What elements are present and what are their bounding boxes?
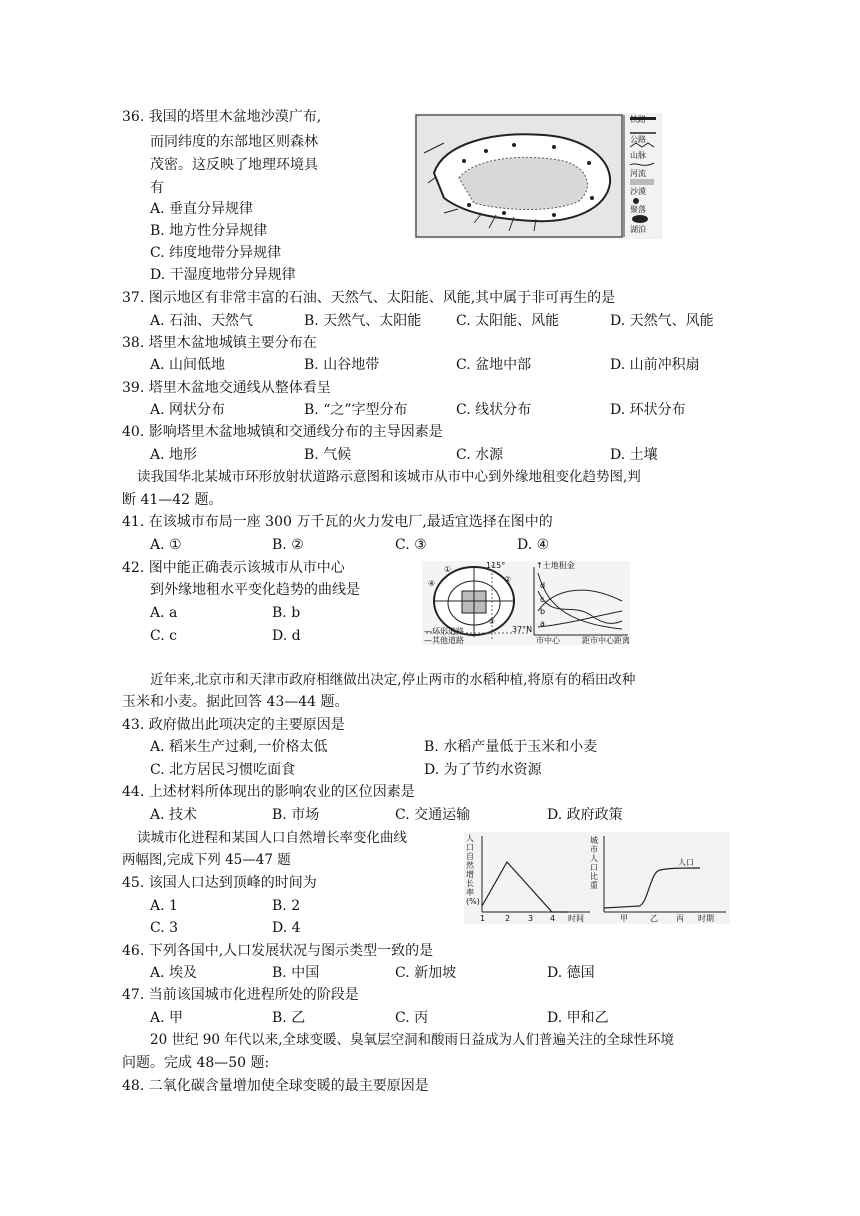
q45-option-b: B. 2 <box>272 898 301 914</box>
q36-stem-line-4: 有 <box>150 180 164 196</box>
q36-option-d: D. 干湿度地带分异规律 <box>150 267 296 283</box>
q37-option-b: B. 天然气、太阳能 <box>304 313 422 329</box>
q47-option-d: D. 甲和乙 <box>547 1010 609 1026</box>
intro-43-line-1: 近年来,北京市和天津市政府相继做出决定,停止两市的水稻种植,将原有的稻田改种 <box>150 672 636 688</box>
rent-x-label-distance: 距市中心距离 <box>582 636 630 645</box>
city-road-and-rent-figure <box>422 561 630 645</box>
q43-option-d: D. 为了节约水资源 <box>424 762 542 778</box>
q39-stem: 39. 塔里木盆地交通线从整体看呈 <box>122 380 331 396</box>
intro-45-line-1: 读城市化进程和某国人口自然增长率变化曲线 <box>137 830 407 846</box>
q40-option-d: D. 土壤 <box>610 447 658 463</box>
ring-road-legend: —环形道路 <box>424 627 464 636</box>
q39-option-b: B. “之”字型分布 <box>304 402 408 418</box>
q41-option-b: B. ② <box>272 537 304 553</box>
q41-option-a: A. ① <box>150 537 182 553</box>
q42-option-d: D. d <box>272 628 301 644</box>
q47-stem: 47. 当前该国城市化进程所处的阶段是 <box>122 987 359 1003</box>
q46-option-d: D. 德国 <box>547 965 595 981</box>
q44-stem: 44. 上述材料所体现出的影响农业的区位因素是 <box>122 784 415 800</box>
q45-option-a: A. 1 <box>150 898 178 914</box>
map-legend-mountain: 山脉 <box>630 151 646 160</box>
urban-axis-period: 时期 <box>698 914 714 923</box>
curve-label-a: a <box>540 619 545 628</box>
site-marker-4: ④ <box>428 579 436 588</box>
q44-option-c: C. 交通运输 <box>395 807 471 823</box>
q43-option-b: B. 水稻产量低于玉米和小麦 <box>424 739 598 755</box>
growth-tick-1: 1 <box>480 914 486 923</box>
q44-option-b: B. 市场 <box>272 807 320 823</box>
urban-share-axis-label: 城市人口比重 <box>590 836 598 890</box>
q40-option-a: A. 地形 <box>150 447 198 463</box>
q47-option-b: B. 乙 <box>272 1010 306 1026</box>
intro-45-line-2: 两幅图,完成下列 45—47 题 <box>122 852 291 868</box>
q47-option-c: C. 丙 <box>395 1010 429 1026</box>
map-legend-river: 河流 <box>630 169 646 178</box>
q41-option-c: C. ③ <box>395 537 427 553</box>
curve-label-d: d <box>540 581 546 590</box>
q46-option-b: B. 中国 <box>272 965 320 981</box>
q42-option-b: B. b <box>272 605 301 621</box>
q38-option-b: B. 山谷地带 <box>304 357 380 373</box>
q41-stem: 41. 在该城市布局一座 300 万千瓦的火力发电厂,最适宜选择在图中的 <box>122 514 553 530</box>
q38-option-c: C. 盆地中部 <box>456 357 532 373</box>
q42-option-c: C. c <box>150 628 177 644</box>
q39-option-c: C. 线状分布 <box>456 402 532 418</box>
q38-option-d: D. 山前冲积扇 <box>610 357 700 373</box>
map-legend-desert: 沙漠 <box>630 187 646 196</box>
q45-option-d: D. 4 <box>272 920 301 936</box>
q36-stem-line-3: 茂密。这反映了地理环境具 <box>150 157 318 173</box>
q41-option-d: D. ④ <box>517 537 550 553</box>
site-marker-2: ② <box>504 575 512 584</box>
q40-option-b: B. 气候 <box>304 447 352 463</box>
intro-48-line-2: 问题。完成 48—50 题: <box>122 1055 270 1071</box>
q46-stem: 46. 下列各国中,人口发展状况与图示类型一致的是 <box>122 943 434 959</box>
q37-option-d: D. 天然气、风能 <box>610 313 714 329</box>
q45-stem: 45. 该国人口达到顶峰的时间为 <box>122 875 317 891</box>
q40-option-c: C. 水源 <box>456 447 504 463</box>
q36-option-c: C. 纬度地带分异规律 <box>150 245 282 261</box>
q36-option-a: A. 垂直分异规律 <box>150 201 254 217</box>
growth-tick-3: 3 <box>528 914 534 923</box>
q44-option-a: A. 技术 <box>150 807 198 823</box>
q43-option-a: A. 稻米生产过剩,一价格太低 <box>150 739 328 755</box>
growth-axis-time: 时间 <box>568 914 584 923</box>
population-urbanization-figure <box>464 832 730 924</box>
other-road-legend: —其他道路 <box>424 636 464 645</box>
q37-option-a: A. 石油、天然气 <box>150 313 254 329</box>
q43-option-c: C. 北方居民习惯吃面食 <box>150 762 296 778</box>
q47-option-a: A. 甲 <box>150 1010 184 1026</box>
map-legend-railway: 铁路 <box>630 115 646 124</box>
q39-option-d: D. 环状分布 <box>610 402 686 418</box>
map-latitude-label: 37°N <box>512 625 533 634</box>
q44-option-d: D. 政府政策 <box>547 807 623 823</box>
intro-41-line-1: 读我国华北某城市环形放射状道路示意图和该城市从市中心到外缘地租变化趋势图,判 <box>137 469 641 485</box>
growth-rate-axis-label: 人口自然增长率(%) <box>466 834 480 906</box>
map-legend-lake: 湖泊 <box>630 225 646 234</box>
intro-43-line-2: 玉米和小麦。据此回答 43—44 题。 <box>122 694 349 710</box>
rent-axis-label: ↑土地租金 <box>536 561 575 570</box>
q42-option-a: A. a <box>150 605 178 621</box>
map-legend-settlement: 聚落 <box>630 205 646 214</box>
q48-stem: 48. 二氧化碳含量增加使全球变暖的最主要原因是 <box>122 1078 429 1094</box>
tarim-basin-map <box>414 113 662 239</box>
q40-stem: 40. 影响塔里木盆地城镇和交通线分布的主导因素是 <box>122 424 443 440</box>
curve-label-b: b <box>540 607 546 616</box>
q42-stem-line-2: 到外缘地租水平变化趋势的曲线是 <box>150 582 360 598</box>
q38-option-a: A. 山间低地 <box>150 357 226 373</box>
intro-48-line-1: 20 世纪 90 年代以来,全球变暖、臭氧层空洞和酸雨日益成为人们普遍关注的全球性环境 <box>150 1032 675 1048</box>
q43-stem: 43. 政府做出此项决定的主要原因是 <box>122 717 345 733</box>
urban-stage-jia: 甲 <box>620 914 628 923</box>
growth-tick-2: 2 <box>505 914 511 923</box>
site-marker-1: ① <box>444 565 452 574</box>
growth-tick-4: 4 <box>550 914 556 923</box>
q36-stem-line-2: 而同纬度的东部地区则森林 <box>150 134 318 150</box>
urban-curve-label: 人口 <box>678 858 694 867</box>
q45-option-c: C. 3 <box>150 920 179 936</box>
q46-option-c: C. 新加坡 <box>395 965 457 981</box>
q36-option-b: B. 地方性分异规律 <box>150 223 268 239</box>
q37-option-c: C. 太阳能、风能 <box>456 313 560 329</box>
q36-stem-line-1: 36. 我国的塔里木盆地沙漠广布, <box>122 109 322 125</box>
q46-option-a: A. 埃及 <box>150 965 198 981</box>
intro-41-line-2: 断 41—42 题。 <box>122 492 223 508</box>
rent-x-label-center: 市中心 <box>536 636 560 645</box>
map-longitude-label: 115° <box>486 561 506 570</box>
q39-option-a: A. 网状分布 <box>150 402 226 418</box>
site-marker-3: ③ <box>488 617 496 626</box>
map-legend-highway: 公路 <box>630 135 646 144</box>
q37-stem: 37. 图示地区有非常丰富的石油、天然气、太阳能、风能,其中属于非可再生的是 <box>122 290 616 306</box>
curve-label-c: c <box>540 595 545 604</box>
q42-stem-line-1: 42. 图中能正确表示该城市从市中心 <box>122 560 345 576</box>
q38-stem: 38. 塔里木盆地城镇主要分布在 <box>122 335 317 351</box>
urban-stage-yi: 乙 <box>650 914 658 923</box>
urban-stage-bing: 丙 <box>676 914 684 923</box>
